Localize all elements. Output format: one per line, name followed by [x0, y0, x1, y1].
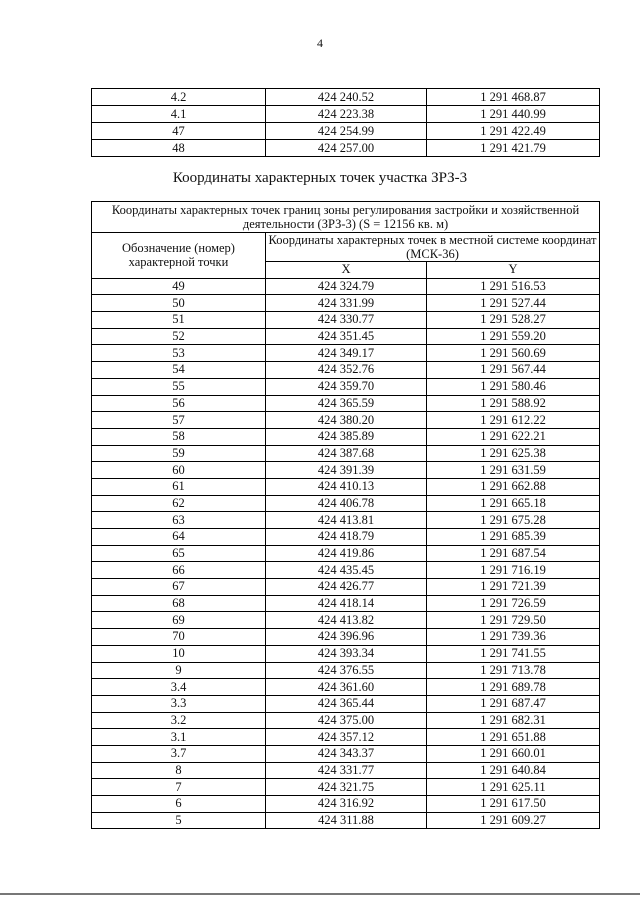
x-cell: 424 375.00	[266, 712, 427, 729]
point-cell: 48	[92, 140, 266, 157]
point-cell: 65	[92, 545, 266, 562]
point-cell: 56	[92, 395, 266, 412]
x-cell: 424 410.13	[266, 478, 427, 495]
column-header-y: Y	[427, 262, 600, 279]
point-cell: 61	[92, 478, 266, 495]
x-cell: 424 343.37	[266, 745, 427, 762]
point-cell: 68	[92, 595, 266, 612]
y-cell: 1 291 580.46	[427, 378, 600, 395]
x-cell: 424 257.00	[266, 140, 427, 157]
point-cell: 63	[92, 512, 266, 529]
table-row	[92, 278, 600, 295]
y-cell: 1 291 612.22	[427, 412, 600, 429]
point-cell: 3.3	[92, 695, 266, 712]
x-cell: 424 413.82	[266, 612, 427, 629]
y-cell: 1 291 440.99	[427, 106, 600, 123]
x-cell: 424 359.70	[266, 378, 427, 395]
y-cell: 1 291 687.54	[427, 545, 600, 562]
table-row	[92, 579, 600, 596]
point-cell: 50	[92, 295, 266, 312]
x-cell: 424 349.17	[266, 345, 427, 362]
x-cell: 424 361.60	[266, 679, 427, 696]
point-cell: 3.1	[92, 729, 266, 746]
y-cell: 1 291 421.79	[427, 140, 600, 157]
x-cell: 424 396.96	[266, 629, 427, 646]
point-cell: 49	[92, 278, 266, 295]
x-cell: 424 385.89	[266, 428, 427, 445]
x-cell: 424 324.79	[266, 278, 427, 295]
y-cell: 1 291 528.27	[427, 312, 600, 329]
y-cell: 1 291 739.36	[427, 629, 600, 646]
top-coordinates-table	[91, 88, 600, 157]
point-cell: 57	[92, 412, 266, 429]
table-row	[92, 395, 600, 412]
column-header-point: Обозначение (номер) характерной точки	[92, 233, 266, 279]
table-row	[92, 812, 600, 829]
table-row	[92, 695, 600, 712]
x-cell: 424 240.52	[266, 89, 427, 106]
section-heading: Координаты характерных точек участка ЗРЗ-3	[172, 170, 468, 186]
table-row	[92, 345, 600, 362]
x-cell: 424 351.45	[266, 328, 427, 345]
y-cell: 1 291 625.11	[427, 779, 600, 796]
table-row	[92, 428, 600, 445]
table-row	[92, 140, 600, 157]
table-row	[92, 106, 600, 123]
x-cell: 424 418.79	[266, 529, 427, 546]
point-cell: 8	[92, 762, 266, 779]
y-cell: 1 291 625.38	[427, 445, 600, 462]
point-cell: 70	[92, 629, 266, 646]
point-cell: 54	[92, 362, 266, 379]
y-cell: 1 291 560.69	[427, 345, 600, 362]
y-cell: 1 291 675.28	[427, 512, 600, 529]
x-cell: 424 365.44	[266, 695, 427, 712]
point-cell: 60	[92, 462, 266, 479]
point-cell: 10	[92, 645, 266, 662]
page-bottom-edge	[0, 893, 640, 895]
x-cell: 424 223.38	[266, 106, 427, 123]
y-cell: 1 291 721.39	[427, 579, 600, 596]
point-cell: 53	[92, 345, 266, 362]
point-cell: 5	[92, 812, 266, 829]
table-row	[92, 462, 600, 479]
table-row	[92, 745, 600, 762]
table-row	[92, 679, 600, 696]
table-row	[92, 123, 600, 140]
x-cell: 424 357.12	[266, 729, 427, 746]
table-row	[92, 629, 600, 646]
y-cell: 1 291 468.87	[427, 89, 600, 106]
point-cell: 66	[92, 562, 266, 579]
y-cell: 1 291 651.88	[427, 729, 600, 746]
table-row	[92, 612, 600, 629]
table-row	[92, 328, 600, 345]
y-cell: 1 291 516.53	[427, 278, 600, 295]
point-cell: 3.4	[92, 679, 266, 696]
y-cell: 1 291 527.44	[427, 295, 600, 312]
x-cell: 424 331.77	[266, 762, 427, 779]
y-cell: 1 291 665.18	[427, 495, 600, 512]
table-row	[92, 89, 600, 106]
point-cell: 47	[92, 123, 266, 140]
x-cell: 424 311.88	[266, 812, 427, 829]
x-cell: 424 330.77	[266, 312, 427, 329]
x-cell: 424 393.34	[266, 645, 427, 662]
point-cell: 67	[92, 579, 266, 596]
point-cell: 3.2	[92, 712, 266, 729]
point-cell: 62	[92, 495, 266, 512]
y-cell: 1 291 685.39	[427, 529, 600, 546]
y-cell: 1 291 726.59	[427, 595, 600, 612]
table-row	[92, 545, 600, 562]
page-number: 4	[317, 36, 323, 50]
table-row	[92, 529, 600, 546]
y-cell: 1 291 741.55	[427, 645, 600, 662]
table-row	[92, 645, 600, 662]
x-cell: 424 406.78	[266, 495, 427, 512]
y-cell: 1 291 422.49	[427, 123, 600, 140]
table-row	[92, 796, 600, 813]
y-cell: 1 291 689.78	[427, 679, 600, 696]
point-cell: 4.2	[92, 89, 266, 106]
column-header-x: X	[266, 262, 427, 279]
x-cell: 424 254.99	[266, 123, 427, 140]
point-cell: 7	[92, 779, 266, 796]
point-cell: 64	[92, 529, 266, 546]
table-row	[92, 729, 600, 746]
x-cell: 424 435.45	[266, 562, 427, 579]
x-cell: 424 365.59	[266, 395, 427, 412]
point-cell: 58	[92, 428, 266, 445]
table-row	[92, 712, 600, 729]
table-row	[92, 445, 600, 462]
table-row	[92, 312, 600, 329]
table-row	[92, 412, 600, 429]
y-cell: 1 291 713.78	[427, 662, 600, 679]
point-cell: 9	[92, 662, 266, 679]
x-cell: 424 316.92	[266, 796, 427, 813]
table-row	[92, 662, 600, 679]
table-row	[92, 762, 600, 779]
y-cell: 1 291 682.31	[427, 712, 600, 729]
table-row	[92, 495, 600, 512]
y-cell: 1 291 660.01	[427, 745, 600, 762]
y-cell: 1 291 567.44	[427, 362, 600, 379]
y-cell: 1 291 640.84	[427, 762, 600, 779]
table-row	[92, 362, 600, 379]
table-row	[92, 562, 600, 579]
table-row	[92, 378, 600, 395]
y-cell: 1 291 588.92	[427, 395, 600, 412]
x-cell: 424 380.20	[266, 412, 427, 429]
x-cell: 424 391.39	[266, 462, 427, 479]
y-cell: 1 291 609.27	[427, 812, 600, 829]
y-cell: 1 291 631.59	[427, 462, 600, 479]
x-cell: 424 352.76	[266, 362, 427, 379]
point-cell: 3.7	[92, 745, 266, 762]
x-cell: 424 321.75	[266, 779, 427, 796]
x-cell: 424 387.68	[266, 445, 427, 462]
x-cell: 424 413.81	[266, 512, 427, 529]
table-row	[92, 478, 600, 495]
table-row	[92, 295, 600, 312]
table-row	[92, 595, 600, 612]
y-cell: 1 291 559.20	[427, 328, 600, 345]
x-cell: 424 331.99	[266, 295, 427, 312]
x-cell: 424 419.86	[266, 545, 427, 562]
point-cell: 6	[92, 796, 266, 813]
point-cell: 51	[92, 312, 266, 329]
point-cell: 59	[92, 445, 266, 462]
column-header-coordinates: Координаты характерных точек в местной системе координат (МСК-36)	[266, 233, 600, 262]
x-cell: 424 376.55	[266, 662, 427, 679]
y-cell: 1 291 729.50	[427, 612, 600, 629]
x-cell: 424 418.14	[266, 595, 427, 612]
table-title: Координаты характерных точек границ зоны регулирования застройки и хозяйственной деятельности (ЗРЗ-3) (S = 12156 кв. м)	[92, 202, 600, 233]
y-cell: 1 291 662.88	[427, 478, 600, 495]
y-cell: 1 291 716.19	[427, 562, 600, 579]
table-row	[92, 779, 600, 796]
y-cell: 1 291 617.50	[427, 796, 600, 813]
point-cell: 52	[92, 328, 266, 345]
y-cell: 1 291 622.21	[427, 428, 600, 445]
y-cell: 1 291 687.47	[427, 695, 600, 712]
x-cell: 424 426.77	[266, 579, 427, 596]
point-cell: 4.1	[92, 106, 266, 123]
point-cell: 55	[92, 378, 266, 395]
point-cell: 69	[92, 612, 266, 629]
table-row	[92, 512, 600, 529]
zrz3-coordinates-table	[91, 201, 600, 829]
